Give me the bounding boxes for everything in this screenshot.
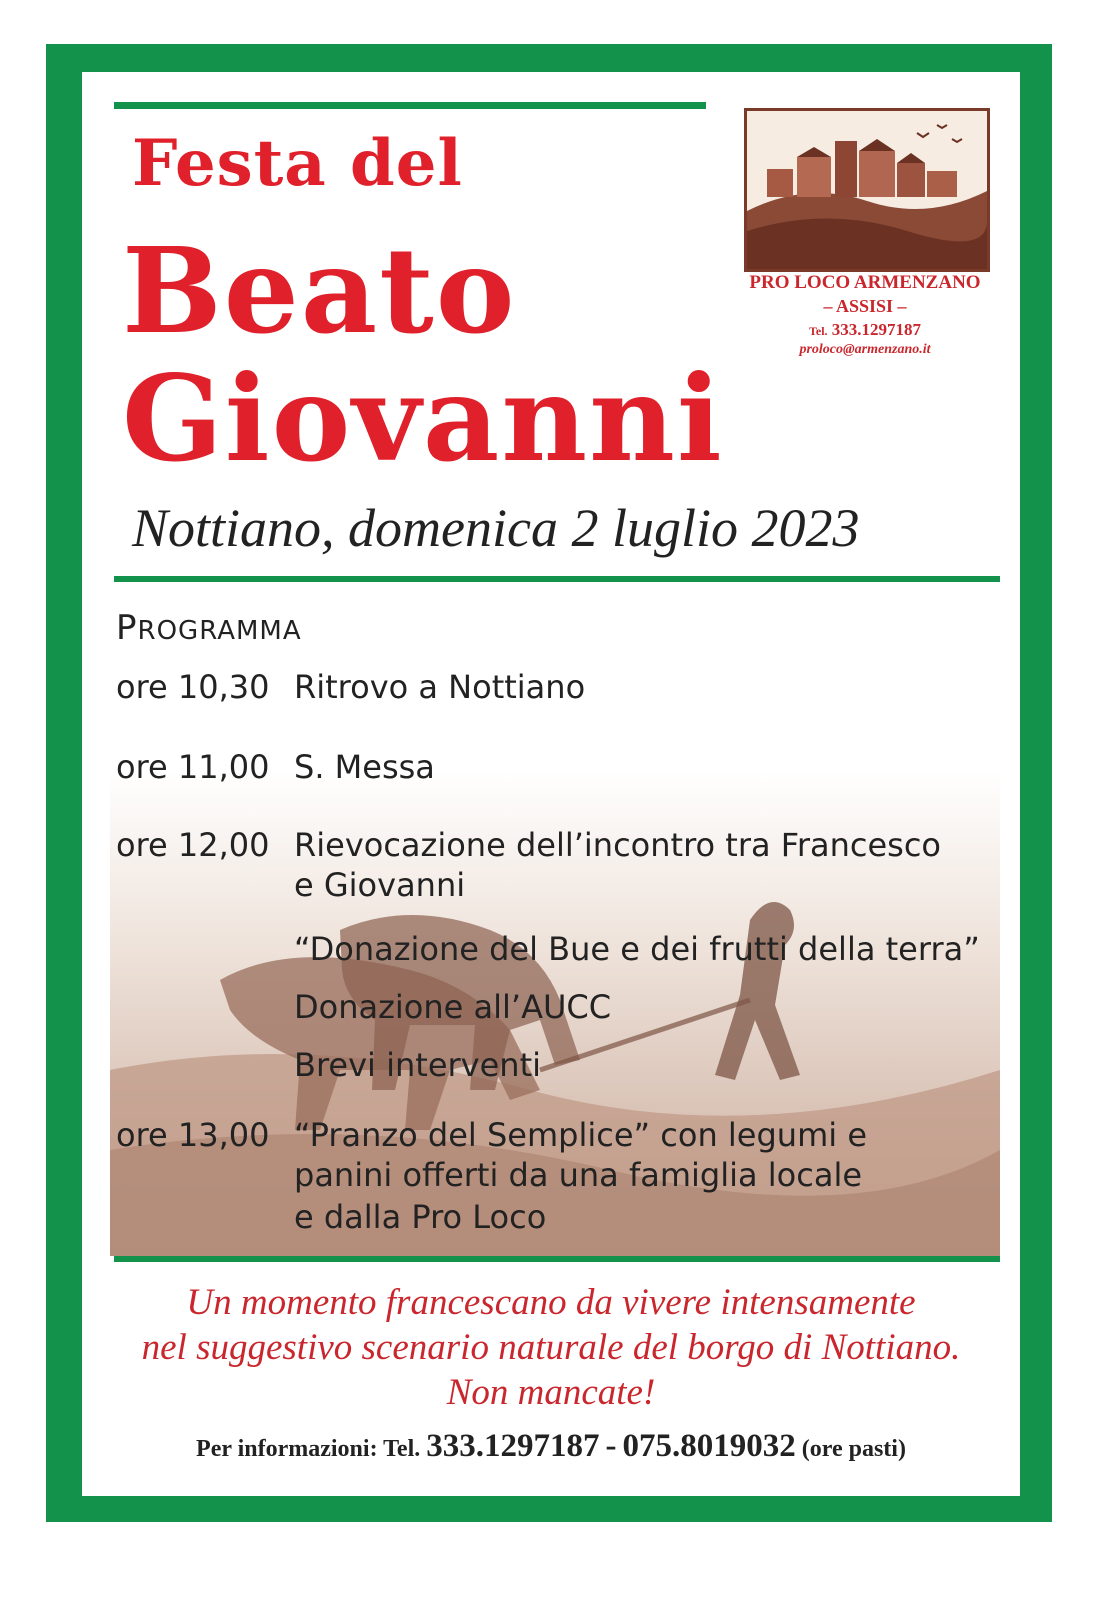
program-desc-7c: e dalla Pro Loco	[294, 1198, 547, 1236]
program-desc-6: Brevi interventi	[294, 1046, 541, 1084]
info-label: Per informazioni: Tel.	[196, 1436, 421, 1462]
program-time-3: ore 12,00	[116, 826, 270, 864]
logo-city: – ASSISI –	[823, 296, 907, 316]
program-desc-7b: panini offerti da una famiglia locale	[294, 1156, 863, 1194]
slogan	[82, 1280, 1020, 1415]
program-heading-initial: P	[116, 608, 138, 648]
info-note: (ore pasti)	[801, 1436, 906, 1462]
info-phone-2: 075.8019032	[622, 1428, 796, 1464]
program-time-1: ore 10,30	[116, 668, 270, 706]
program-heading	[116, 608, 302, 648]
program-desc-3b: e Giovanni	[294, 866, 466, 904]
logo-tel	[720, 320, 1010, 340]
contact-info	[82, 1428, 1020, 1465]
program-heading-rest: ROGRAMMA	[137, 616, 302, 646]
program-desc-5: Donazione all’AUCC	[294, 988, 612, 1026]
village-illustration	[744, 108, 990, 272]
title-line-2: Beato	[122, 221, 517, 360]
program-desc-4: “Donazione del Bue e dei frutti della terra”	[294, 930, 980, 968]
title-line-1: Festa del	[132, 126, 463, 201]
logo-tel-number: 333.1297187	[831, 320, 922, 339]
program-time-7: ore 13,00	[116, 1116, 270, 1154]
top-rule	[114, 102, 706, 109]
program-time-2: ore 11,00	[116, 748, 270, 786]
program-desc-7a: “Pranzo del Semplice” con legumi e	[294, 1116, 867, 1154]
info-phone-1: 333.1297187	[426, 1428, 600, 1464]
program-desc-1: Ritrovo a Nottiano	[294, 668, 586, 706]
info-separator: -	[605, 1428, 617, 1464]
event-date: Nottiano, domenica 2 luglio 2023	[132, 498, 860, 558]
logo-tel-label: Tel.	[808, 324, 828, 338]
slogan-line-1: Un momento francescano da vivere intensamente	[186, 1282, 916, 1323]
program-desc-3a: Rievocazione dell’incontro tra Francesco	[294, 826, 941, 864]
program-desc-2: S. Messa	[294, 748, 435, 786]
mid-rule	[114, 576, 1000, 582]
slogan-line-2: nel suggestivo scenario naturale del borgo di Nottiano.	[141, 1327, 961, 1368]
logo-org-name: PRO LOCO ARMENZANO	[749, 272, 981, 293]
slogan-line-3: Non mancate!	[446, 1372, 656, 1413]
bottom-rule	[114, 1256, 1000, 1262]
logo-email: proloco@armenzano.it	[799, 342, 931, 357]
title-line-3: Giovanni	[122, 349, 724, 488]
